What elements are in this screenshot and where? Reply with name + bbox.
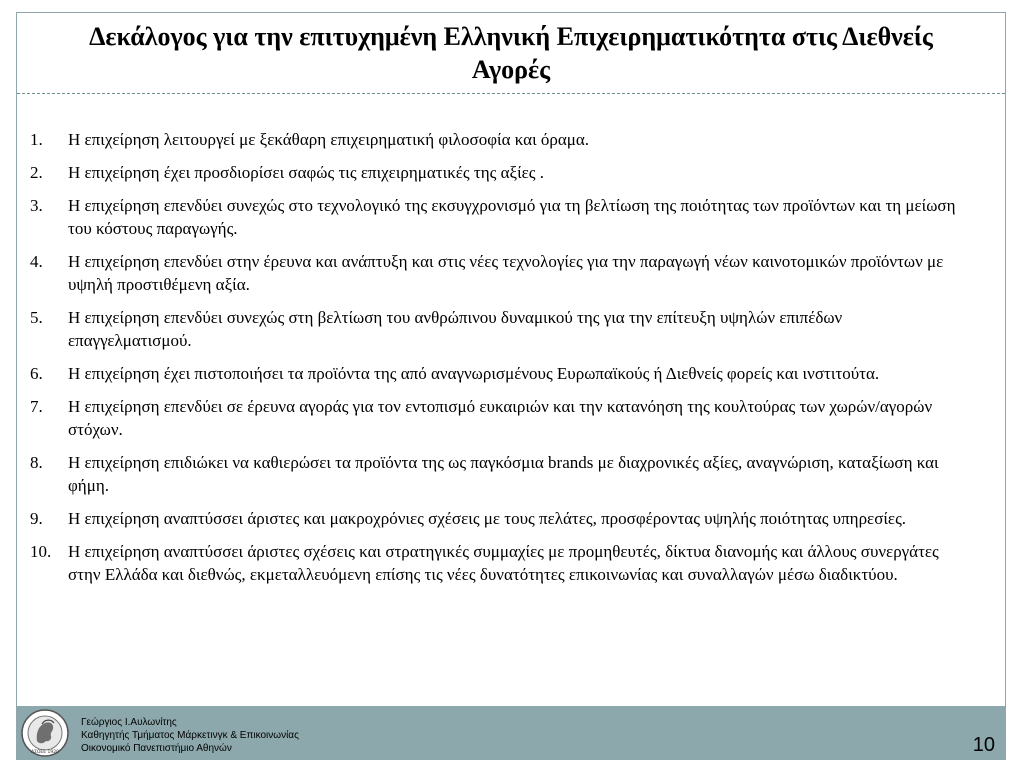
author-name: Γεώργιος Ι.Αυλωνίτης — [81, 717, 177, 728]
author-position: Καθηγητής Τμήματος Μάρκετινγκ & Επικοινωνίας — [81, 730, 299, 741]
list-item-number: 1. — [30, 130, 43, 149]
list-item — [28, 128, 963, 151]
list-item-number: 7. — [30, 397, 43, 416]
list-item-text: Η επιχείρηση λειτουργεί με ξεκάθαρη επιχειρηματική φιλοσοφία και όραμα. — [68, 130, 590, 149]
list-item — [28, 161, 963, 184]
list-item-text: Η επιχείρηση αναπτύσσει άριστες και μακροχρόνιες σχέσεις με τους πελάτες, προσφέροντας υψηλής ποιότητας υπηρεσίες. — [68, 509, 907, 528]
list-item — [28, 540, 963, 586]
list-item-number: 2. — [30, 163, 43, 182]
list-item-number: 10. — [30, 542, 52, 561]
list-item-number: 6. — [30, 364, 43, 383]
list-item — [28, 362, 963, 385]
list-item-number: 3. — [30, 196, 43, 215]
svg-text:ΑΣΟΕΕ 1920: ΑΣΟΕΕ 1920 — [30, 750, 60, 755]
list-item-text: Η επιχείρηση επενδύει συνεχώς στη βελτίωση του ανθρώπινου δυναμικού της για την επίτευξη υψηλών επιπέδων επαγγελματισμού. — [68, 308, 843, 350]
list-item-text: Η επιχείρηση επενδύει συνεχώς στο τεχνολογικό της εκσυγχρονισμό για τη βελτίωση της ποιότητας των προϊόντων και τη μείωση του κόστους παραγωγής. — [68, 196, 956, 238]
university-seal-icon — [20, 708, 70, 758]
list-item — [28, 395, 963, 441]
footer-bar — [17, 706, 1005, 760]
page-number: 10 — [972, 734, 995, 756]
list-item-number: 8. — [30, 453, 43, 472]
list-item-number: 9. — [30, 509, 43, 528]
list-item — [28, 306, 963, 352]
list-item-text: Η επιχείρηση αναπτύσσει άριστες σχέσεις και στρατηγικές συμμαχίες με προμηθευτές, δίκτυα διανομής και άλλους συνεργάτες στην Ελλάδα και διεθνώς, εκμεταλλευόμενη επίσης τις νέες δυνατότητες επικοινωνίας και συναλλαγών μέσω διαδικτύου. — [68, 542, 939, 584]
list-item-text: Η επιχείρηση έχει προσδιορίσει σαφώς τις επιχειρηματικές της αξίες . — [68, 163, 545, 182]
list-item-text: Η επιχείρηση επιδιώκει να καθιερώσει τα προϊόντα της ως παγκόσμια brands με διαχρονικές αξίες, αναγνώριση, καταξίωση και φήμη. — [68, 453, 939, 495]
list-item-number: 5. — [30, 308, 43, 327]
list-item — [28, 194, 963, 240]
title-divider — [17, 93, 1005, 94]
list-item — [28, 451, 963, 497]
list-item-text: Η επιχείρηση έχει πιστοποιήσει τα προϊόντα της από αναγνωρισμένους Ευρωπαϊκούς ή Διεθνείς φορείς και ινστιτούτα. — [68, 364, 880, 383]
slide-title: Δεκάλογος για την επιτυχημένη Ελληνική Επιχειρηματικότητα στις Διεθνείς Αγορές — [89, 22, 933, 84]
list-item-text: Η επιχείρηση επενδύει σε έρευνα αγοράς για τον εντοπισμό ευκαιριών και την κατανόηση της κουλτούρας των χωρών/αγορών στόχων. — [68, 397, 933, 439]
list-item-number: 4. — [30, 252, 43, 271]
list-item-text: Η επιχείρηση επενδύει στην έρευνα και ανάπτυξη και στις νέες τεχνολογίες για την παραγωγή νέων καινοτομικών προϊόντων με υψηλή προστιθέμενη αξία. — [68, 252, 944, 294]
numbered-list — [28, 128, 963, 596]
title-area — [17, 13, 1005, 93]
list-item — [28, 507, 963, 530]
institution-name: Οικονομικό Πανεπιστήμιο Αθηνών — [81, 743, 232, 754]
list-item — [28, 250, 963, 296]
footer-credits — [81, 716, 299, 755]
